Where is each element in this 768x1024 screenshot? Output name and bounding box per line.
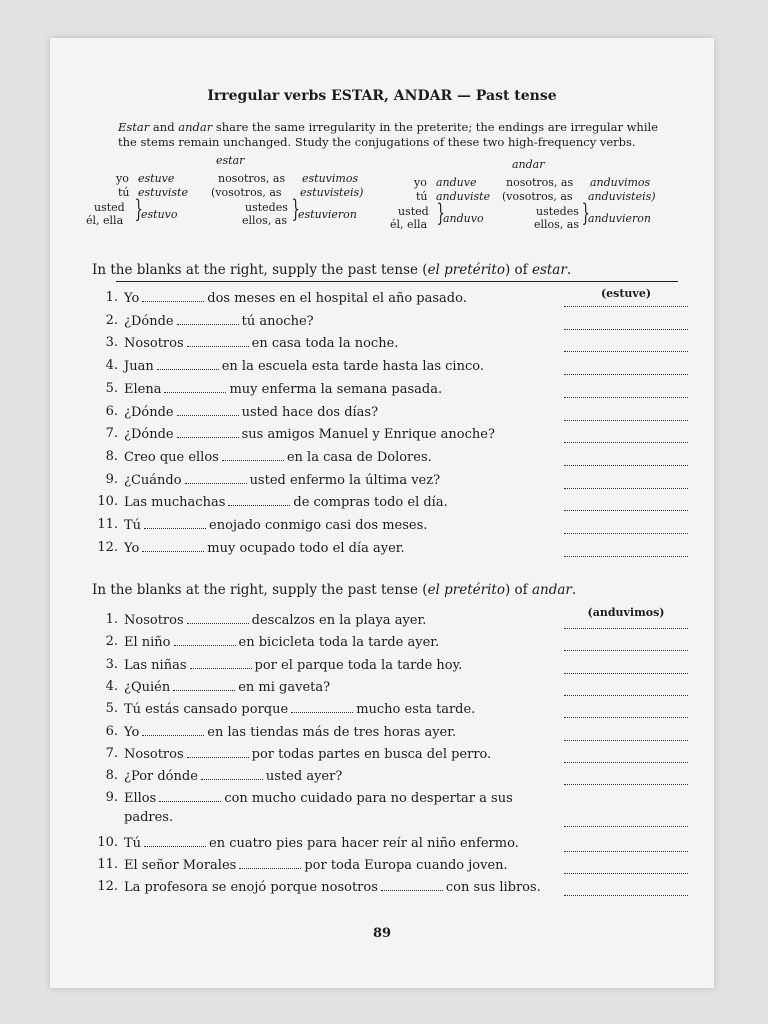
andar-yo-pronoun: yo: [414, 176, 427, 189]
exercise-sentence: [124, 701, 475, 717]
exercise-item: [92, 404, 688, 426]
exercise-sentence: [124, 790, 513, 806]
inline-blank: [142, 540, 204, 552]
answer-blank[interactable]: [564, 851, 688, 852]
exercise-item: [92, 835, 688, 857]
answer-blank[interactable]: [564, 628, 688, 629]
andar-vosotros-form: anduvisteis): [588, 190, 656, 203]
exercise-sentence: [124, 290, 467, 306]
exercise-item: [92, 381, 688, 403]
answer-blank[interactable]: [564, 826, 688, 827]
sentence-start: La profesora se enojó porque nosotros: [124, 880, 378, 896]
answer-blank[interactable]: [564, 420, 688, 421]
exercise-item: [92, 426, 688, 448]
estar-usted-form: estuvo: [141, 208, 178, 221]
answer-blank[interactable]: [564, 510, 688, 511]
estar-ustedes-form: estuvieron: [298, 208, 357, 221]
andar-usted-pronoun: usted: [398, 205, 429, 218]
sentence-end: usted hace dos días?: [241, 404, 379, 420]
sentence-start: Creo que ellos: [124, 449, 219, 465]
exercise-sentence: [124, 494, 448, 510]
sentence-start: Las niñas: [124, 657, 187, 673]
andar-el-pronoun: él, ella: [390, 218, 428, 231]
sentence-end: muy enferma la semana pasada.: [229, 381, 443, 397]
exercise-sentence: [124, 724, 456, 740]
exercise-sentence: [124, 879, 541, 895]
inline-blank: [381, 879, 443, 891]
estar-brace-singular: }: [134, 195, 143, 223]
instr-text-a: In the blanks at the right, supply the past tense (: [92, 582, 428, 598]
answer-blank[interactable]: [564, 717, 688, 718]
sentence-start: ¿Cuándo: [124, 472, 182, 488]
andar-brace-plural: }: [581, 199, 590, 227]
sentence-end: en mi gaveta?: [238, 679, 331, 695]
sentence-start: Yo: [124, 724, 140, 740]
instr-italic: el pretérito: [427, 262, 505, 278]
exercise-number: 2.: [105, 634, 118, 650]
exercise-item: [92, 335, 688, 357]
sentence-end: en la casa de Dolores.: [286, 449, 432, 465]
andar-ustedes-form: anduvieron: [588, 212, 651, 225]
exercise-number: 5.: [105, 701, 118, 717]
exercise-number: 2.: [105, 312, 118, 328]
inline-blank: [190, 657, 252, 669]
andar-header: andar: [512, 158, 545, 171]
sentence-start: ¿Dónde: [124, 404, 174, 420]
sentence-start: Tú: [124, 518, 142, 533]
estar-vosotros-pronoun: (vosotros, as: [211, 186, 282, 199]
sentence-end: en la escuela esta tarde hasta las cinco.: [221, 359, 484, 375]
estar-yo-form: estuve: [138, 172, 175, 185]
exercise-number: 10.: [97, 834, 118, 850]
exercise-number: 7.: [105, 426, 118, 442]
exercise-sentence: [124, 426, 495, 442]
answer-blank[interactable]: [564, 873, 688, 874]
sentence-start: ¿Dónde: [124, 313, 174, 329]
andar-tu-form: anduviste: [436, 190, 491, 203]
inline-blank: [187, 335, 249, 347]
andar-ellos-pronoun: ellos, as: [534, 218, 580, 231]
sentence-start: Tú estás cansado porque: [124, 702, 289, 718]
exercise-item: [92, 612, 688, 634]
exercise-sentence: [124, 313, 314, 329]
exercise-number: 6.: [105, 723, 118, 739]
exercise-item: [92, 790, 688, 826]
inline-blank: [159, 790, 221, 802]
instr-end: .: [566, 262, 572, 278]
sentence-start: El niño: [124, 635, 171, 651]
intro-verb-estar: Estar: [118, 120, 150, 134]
andar-nosotros-pronoun: nosotros, as: [506, 176, 574, 189]
intro-text: share the same irregularity in the preterite; the endings are irregular while the stems remain unchanged. Study the conjugations of these two high-frequency verbs.: [118, 120, 659, 149]
exercise-sentence: [124, 335, 398, 351]
exercise-number: 9.: [105, 471, 118, 487]
andar-tu-pronoun: tú: [416, 190, 428, 203]
instr-end: .: [571, 582, 577, 598]
inline-blank: [201, 768, 263, 780]
answer-blank[interactable]: [564, 650, 688, 651]
exercise-number: 11.: [97, 517, 118, 532]
exercise-number: 4.: [105, 678, 118, 694]
exercise-number: 3.: [105, 335, 118, 351]
inline-blank: [177, 426, 239, 438]
exercise-sentence: [124, 472, 440, 488]
sentence-start: Nosotros: [124, 613, 184, 628]
inline-blank: [144, 835, 206, 847]
exercise-sentence: [124, 835, 519, 851]
sentence-end: con sus libros.: [445, 880, 541, 896]
exercise-sentence: [124, 634, 439, 650]
inline-blank: [239, 857, 301, 869]
inline-blank: [187, 746, 249, 758]
sentence-start: Juan: [124, 359, 154, 375]
andar-usted-form: anduvo: [443, 212, 484, 225]
estar-tu-pronoun: tú: [118, 186, 130, 199]
inline-blank: [174, 634, 236, 646]
exercise-number: 5.: [105, 380, 118, 396]
estar-header: estar: [216, 154, 245, 167]
answer-blank[interactable]: [564, 673, 688, 674]
exercise-item: [92, 449, 688, 471]
inline-blank: [177, 313, 239, 325]
sentence-start: ¿Por dónde: [124, 769, 198, 785]
exercise-number: 12.: [97, 879, 118, 895]
instr-verb: estar: [531, 262, 567, 278]
inline-blank: [164, 381, 226, 393]
exercise-item: [92, 313, 688, 335]
inline-blank: [177, 404, 239, 416]
answer-blank[interactable]: [564, 740, 688, 741]
answer-blank[interactable]: [564, 329, 688, 330]
exercise-item: [92, 472, 688, 494]
instr-text-b: ) of: [504, 262, 532, 278]
estar-ustedes-pronoun: ustedes: [245, 201, 288, 214]
estar-ellos-pronoun: ellos, as: [242, 214, 288, 227]
sentence-end: en cuatro pies para hacer reír al niño enfermo.: [209, 835, 519, 851]
exercise-sentence: [124, 768, 342, 784]
exercise-number: 11.: [97, 857, 118, 872]
exercise-item: [92, 517, 688, 539]
answer-blank[interactable]: [564, 465, 688, 466]
intro-and: and: [149, 120, 179, 134]
exercise-sentence: [124, 517, 427, 533]
estar-yo-pronoun: yo: [116, 172, 129, 185]
answer-blank[interactable]: [564, 895, 688, 896]
inline-blank: [173, 679, 235, 691]
sentence-start: Elena: [124, 381, 162, 397]
sentence-end: por todas partes en busca del perro.: [251, 746, 492, 762]
estar-tu-form: estuviste: [138, 186, 188, 199]
sentence-start: Yo: [124, 540, 140, 556]
sentence-end: descalzos en la playa ayer.: [251, 613, 427, 628]
exercise-sentence: [124, 358, 484, 374]
sentence-end: por el parque toda la tarde hoy.: [254, 657, 463, 673]
answer-blank[interactable]: [564, 351, 688, 352]
workbook-page: [50, 38, 714, 988]
exercise-number: 1.: [105, 290, 118, 305]
answer-blank[interactable]: [564, 556, 688, 557]
inline-blank: [142, 290, 204, 302]
exercise-item: [92, 494, 688, 516]
andar-nosotros-form: anduvimos: [590, 176, 651, 189]
sentence-end: con mucho cuidado para no despertar a sus: [224, 791, 513, 807]
sentence-start: Las muchachas: [124, 495, 226, 511]
andar-ustedes-pronoun: ustedes: [536, 205, 579, 218]
andar-brace-singular: }: [436, 199, 445, 227]
estar-vosotros-form: estuvisteis): [300, 186, 364, 199]
sentence-start: Yo: [124, 291, 140, 306]
inline-blank: [142, 724, 204, 736]
estar-usted-pronoun: usted: [94, 201, 125, 214]
sentence-end: enojado conmigo casi dos meses.: [209, 518, 428, 533]
instr-text-b: ) of: [504, 582, 532, 598]
andar-vosotros-pronoun: (vosotros, as: [502, 190, 573, 203]
exercise-item: [92, 724, 688, 746]
sentence-continuation: padres.: [124, 810, 174, 826]
exercise-number: 1.: [105, 612, 118, 627]
answer-blank[interactable]: [564, 784, 688, 785]
sentence-start: ¿Quién: [124, 679, 171, 695]
estar-brace-plural: }: [291, 195, 300, 223]
estar-nosotros-form: estuvimos: [302, 172, 359, 185]
exercise-number: 6.: [105, 403, 118, 419]
estar-el-pronoun: él, ella: [86, 214, 124, 227]
intro-paragraph: [118, 120, 678, 150]
sentence-end: de compras todo el día.: [293, 495, 448, 511]
exercise-sentence: [124, 449, 432, 465]
exercise-item: [92, 657, 688, 679]
inline-blank: [157, 358, 219, 370]
exercise-sentence: [124, 540, 405, 556]
exercise-number: 4.: [105, 358, 118, 374]
answer-blank[interactable]: [564, 374, 688, 375]
estar-instructions: [92, 262, 571, 278]
sentence-end: tú anoche?: [241, 313, 314, 329]
exercise-item: [92, 679, 688, 701]
sentence-end: dos meses en el hospital el año pasado.: [207, 291, 467, 306]
sentence-start: Tú: [124, 835, 142, 851]
exercise-number: 9.: [105, 790, 118, 806]
estar-sample-answer: (estuve): [600, 287, 652, 300]
instr-italic: el pretérito: [427, 582, 505, 598]
sentence-end: en las tiendas más de tres horas ayer.: [207, 724, 457, 740]
sentence-start: Ellos: [124, 791, 157, 807]
answer-blank[interactable]: [564, 695, 688, 696]
exercise-item: [92, 701, 688, 723]
exercise-sentence: [124, 679, 330, 695]
inline-blank: [291, 701, 353, 713]
answer-blank[interactable]: [564, 397, 688, 398]
exercise-number: 8.: [105, 768, 118, 784]
inline-blank: [222, 449, 284, 461]
exercise-item: [92, 290, 688, 312]
exercise-item: [92, 857, 688, 879]
sentence-start: Nosotros: [124, 336, 184, 352]
exercise-sentence: [124, 746, 491, 762]
sentence-end: sus amigos Manuel y Enrique anoche?: [241, 427, 495, 443]
sentence-end: mucho esta tarde.: [356, 702, 476, 718]
exercise-item: [92, 746, 688, 768]
exercise-item: [92, 540, 688, 562]
sentence-end: usted ayer?: [265, 769, 343, 785]
sentence-end: en casa toda la noche.: [251, 336, 399, 352]
exercise-item: [92, 634, 688, 656]
sentence-start: El señor Morales: [124, 858, 237, 873]
intro-verb-andar: andar: [178, 120, 213, 134]
page-number: 89: [372, 926, 392, 941]
exercise-number: 10.: [97, 494, 118, 510]
exercise-sentence: [124, 404, 378, 420]
exercise-number: 12.: [97, 539, 118, 555]
answer-blank[interactable]: [564, 762, 688, 763]
instr-verb: andar: [531, 582, 572, 598]
exercise-number: 8.: [105, 448, 118, 464]
answer-blank[interactable]: [564, 306, 688, 307]
estar-nosotros-pronoun: nosotros, as: [218, 172, 286, 185]
sentence-start: Nosotros: [124, 746, 184, 762]
exercise-sentence: [124, 857, 508, 873]
sentence-end: muy ocupado todo el día ayer.: [207, 540, 405, 556]
andar-yo-form: anduve: [436, 176, 477, 189]
exercise-sentence: [124, 612, 426, 628]
answer-blank[interactable]: [564, 533, 688, 534]
sentence-end: en bicicleta toda la tarde ayer.: [238, 635, 440, 651]
exercise-sentence: [124, 381, 442, 397]
inline-blank: [187, 612, 249, 624]
section-divider: [116, 281, 678, 282]
inline-blank: [228, 494, 290, 506]
page-title: Irregular verbs ESTAR, ANDAR — Past tense: [207, 88, 557, 104]
exercise-item: [92, 879, 688, 901]
sentence-end: usted enfermo la última vez?: [249, 472, 441, 488]
sentence-end: por toda Europa cuando joven.: [304, 858, 508, 873]
andar-sample-answer: (anduvimos): [587, 606, 665, 619]
exercise-item: [92, 768, 688, 790]
inline-blank: [144, 517, 206, 529]
exercise-item: [92, 358, 688, 380]
exercise-sentence: [124, 657, 462, 673]
exercise-number: 7.: [105, 745, 118, 761]
sentence-start: ¿Dónde: [124, 427, 174, 443]
inline-blank: [185, 472, 247, 484]
exercise-number: 3.: [105, 656, 118, 672]
andar-instructions: [92, 582, 576, 598]
answer-blank[interactable]: [564, 488, 688, 489]
instr-text-a: In the blanks at the right, supply the past tense (: [92, 262, 428, 278]
answer-blank[interactable]: [564, 442, 688, 443]
